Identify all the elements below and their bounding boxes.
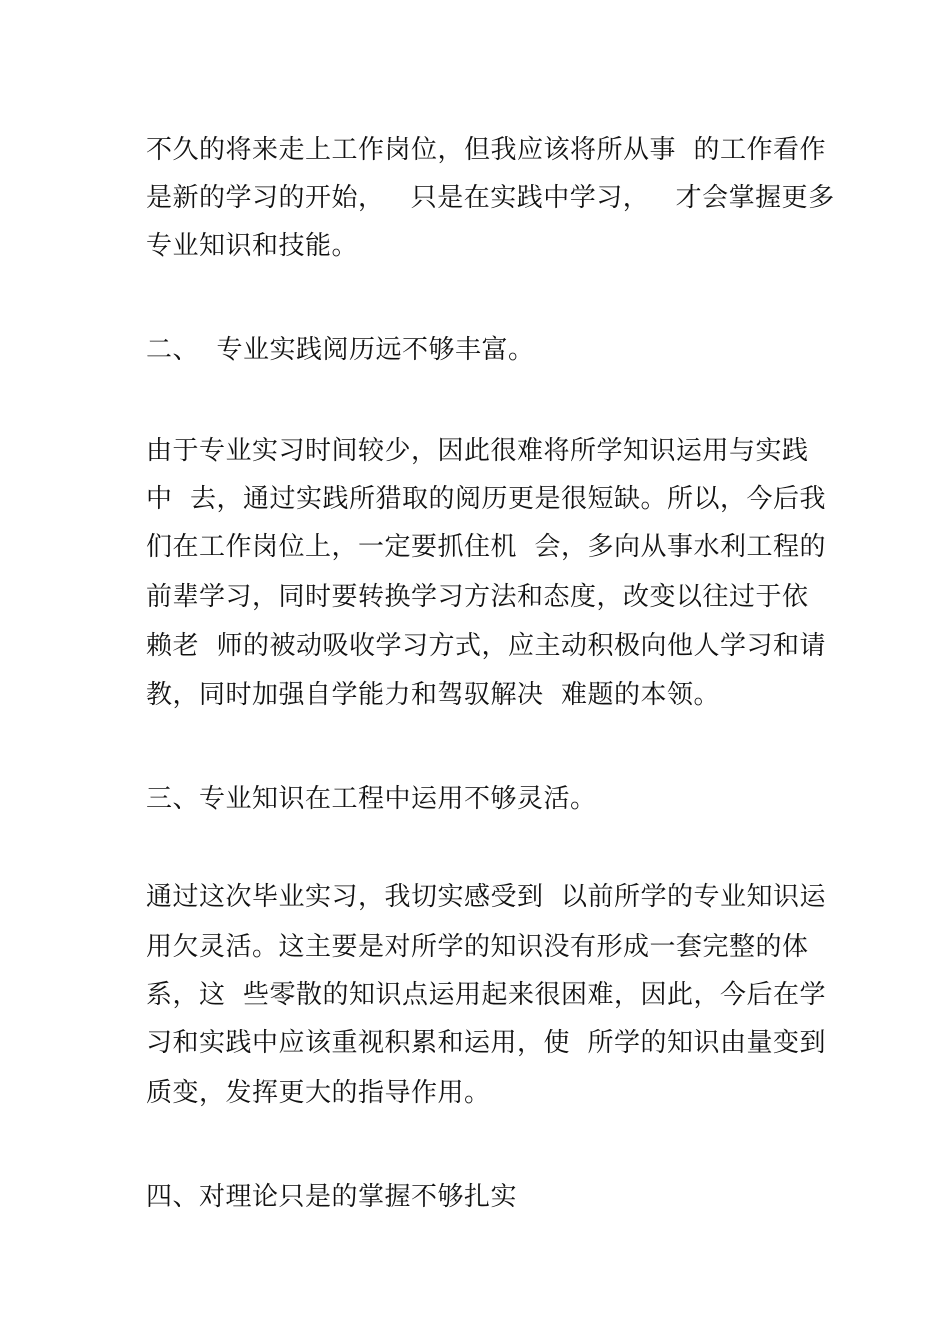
paragraph-2-line-5: 赖老 师的被动吸收学习方式，应主动积极向他人学习和请 (146, 631, 827, 661)
paragraph-3-line-1: 通过这次毕业实习，我切实感受到 以前所学的专业知识运 (146, 882, 827, 912)
paragraph-1-line-3: 专业知识和技能。 (146, 231, 359, 261)
paragraph-2-line-1: 由于专业实习时间较少，因此很难将所学知识运用与实践 (146, 436, 809, 466)
paragraph-2-line-4: 前辈学习，同时要转换学习方法和态度，改变以往过于依 (146, 582, 809, 612)
paragraph-1-line-2: 是新的学习的开始， 只是在实践中学习， 才会掌握更多 (146, 183, 835, 213)
section-heading-2: 二、 专业实践阅历远不够丰富。 (146, 335, 535, 365)
paragraph-3-line-5: 质变，发挥更大的指导作用。 (146, 1078, 491, 1108)
paragraph-3-line-4: 习和实践中应该重视积累和运用，使 所学的知识由量变到 (146, 1028, 827, 1058)
paragraph-2-line-3: 们在工作岗位上，一定要抓住机 会，多向从事水利工程的 (146, 532, 827, 562)
paragraph-3-line-3: 系，这 些零散的知识点运用起来很困难，因此，今后在学 (146, 980, 827, 1010)
paragraph-3-line-2: 用欠灵活。这主要是对所学的知识没有形成一套完整的体 (146, 932, 809, 962)
paragraph-1-line-1: 不久的将来走上工作岗位，但我应该将所从事 的工作看作 (146, 135, 827, 165)
paragraph-2-line-2: 中 去，通过实践所猎取的阅历更是很短缺。所以，今后我 (146, 484, 827, 514)
section-heading-3: 三、专业知识在工程中运用不够灵活。 (146, 784, 597, 814)
paragraph-2-line-6: 教，同时加强自学能力和驾驭解决 难题的本领。 (146, 680, 721, 710)
section-heading-4: 四、对理论只是的掌握不够扎实 (146, 1182, 518, 1212)
